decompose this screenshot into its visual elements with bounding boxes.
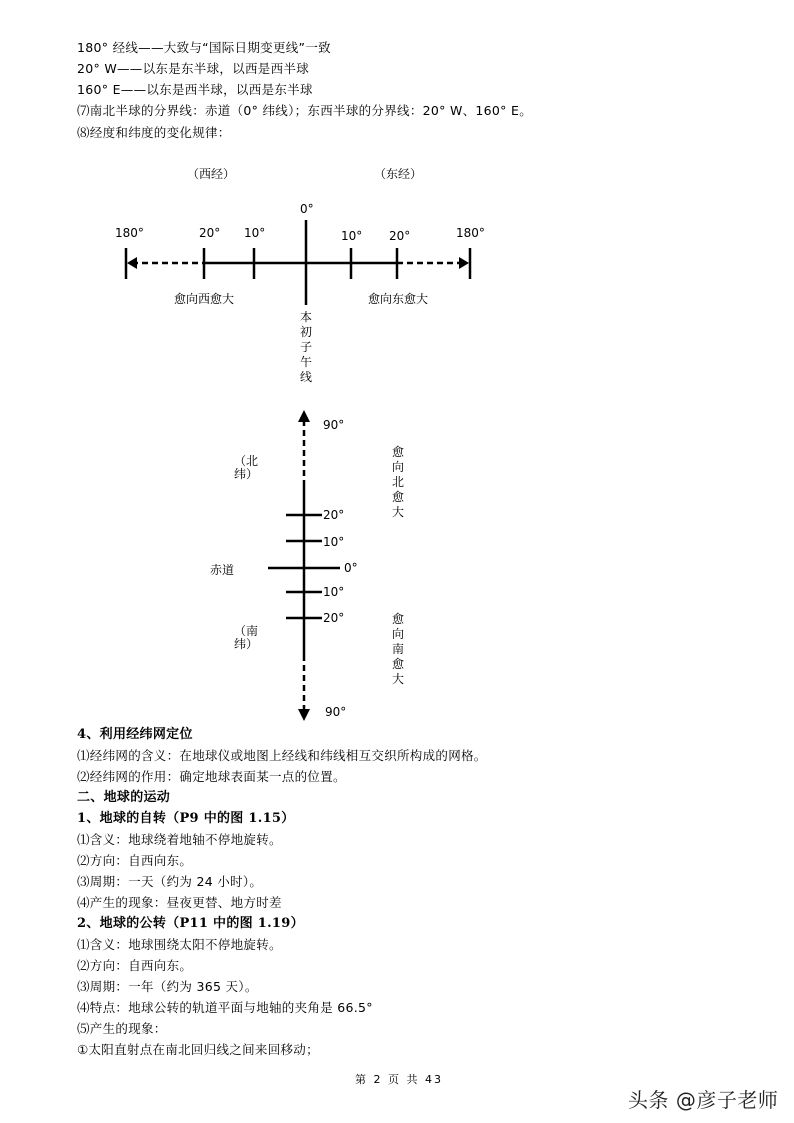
text-revolution-direction: ⑵方向：自西向东。 bbox=[77, 958, 193, 973]
text-line-20w: 20° W——以东是东半球，以西是西半球 bbox=[77, 61, 309, 76]
text-line-variation-rule: ⑻经度和纬度的变化规律： bbox=[77, 125, 231, 140]
text-line-180-meridian: 180° 经线——大致与“国际日期变更线”一致 bbox=[77, 40, 331, 55]
tick-label-20s: 20° bbox=[323, 611, 345, 625]
west-direction-label: 愈向西愈大 bbox=[174, 292, 235, 306]
text-rotation-phenomena: ⑷产生的现象：昼夜更替、地方时差 bbox=[77, 895, 282, 910]
text-rotation-direction: ⑵方向：自西向东。 bbox=[77, 853, 193, 868]
east-longitude-label: （东经） bbox=[374, 167, 423, 181]
text-revolution-period: ⑶周期：一年（约为 365 天）。 bbox=[77, 979, 258, 994]
text-rotation-meaning: ⑴含义：地球绕着地轴不停地旋转。 bbox=[77, 832, 282, 847]
tick-label-10w: 10° bbox=[244, 226, 266, 240]
heading-graticule-positioning: 4、利用经纬网定位 bbox=[77, 727, 193, 742]
text-line-hemisphere-boundaries: ⑺南北半球的分界线：赤道（0° 纬线）；东西半球的分界线：20° W、160° E。 bbox=[77, 103, 532, 118]
south-direction-label: 愈向南愈大 bbox=[391, 612, 404, 686]
east-direction-label: 愈向东愈大 bbox=[368, 292, 429, 306]
text-revolution-feature: ⑷特点：地球公转的轨道平面与地轴的夹角是 66.5° bbox=[77, 1000, 373, 1015]
prime-meridian-label: 本初子午线 bbox=[299, 310, 312, 384]
tick-label-180e: 180° bbox=[456, 226, 485, 240]
tick-label-20n: 20° bbox=[323, 508, 345, 522]
tick-label-10n: 10° bbox=[323, 535, 345, 549]
tick-label-20w: 20° bbox=[199, 226, 221, 240]
tick-label-0-latitude: 0° bbox=[344, 561, 358, 575]
text-graticule-function: ⑵经纬网的作用：确定地球表面某一点的位置。 bbox=[77, 769, 346, 784]
text-line-160e: 160° E——以东是西半球，以西是东半球 bbox=[77, 82, 313, 97]
text-revolution-phenomena: ⑸产生的现象： bbox=[77, 1021, 167, 1036]
text-revolution-meaning: ⑴含义：地球围绕太阳不停地旋转。 bbox=[77, 937, 282, 952]
tick-label-10e: 10° bbox=[341, 229, 363, 243]
tick-label-10s: 10° bbox=[323, 585, 345, 599]
equator-label: 赤道 bbox=[210, 563, 235, 577]
tick-label-90s: 90° bbox=[325, 705, 347, 719]
heading-earth-revolution: 2、地球的公转（P11 中的图 1.19） bbox=[77, 916, 304, 931]
heading-earth-motion: 二、地球的运动 bbox=[77, 790, 171, 805]
tick-label-90n: 90° bbox=[323, 418, 345, 432]
page-indicator: 第 2 页 共 43 bbox=[355, 1073, 443, 1086]
heading-earth-rotation: 1、地球的自转（P9 中的图 1.15） bbox=[77, 811, 295, 826]
tick-label-180w: 180° bbox=[115, 226, 144, 240]
tick-label-0-longitude: 0° bbox=[300, 202, 314, 216]
text-rotation-period: ⑶周期：一天（约为 24 小时）。 bbox=[77, 874, 263, 889]
west-longitude-label: （西经） bbox=[187, 167, 236, 181]
north-direction-label: 愈向北愈大 bbox=[391, 445, 404, 519]
watermark: 头条 @彦子老师 bbox=[628, 1088, 779, 1112]
south-latitude-label: （南纬） bbox=[234, 624, 259, 651]
text-graticule-meaning: ⑴经纬网的含义：在地球仪或地图上经线和纬线相互交织所构成的网格。 bbox=[77, 748, 487, 763]
text-subsolar-point: ①太阳直射点在南北回归线之间来回移动； bbox=[77, 1042, 319, 1057]
north-latitude-label: （北纬） bbox=[234, 454, 259, 481]
tick-label-20e: 20° bbox=[389, 229, 411, 243]
